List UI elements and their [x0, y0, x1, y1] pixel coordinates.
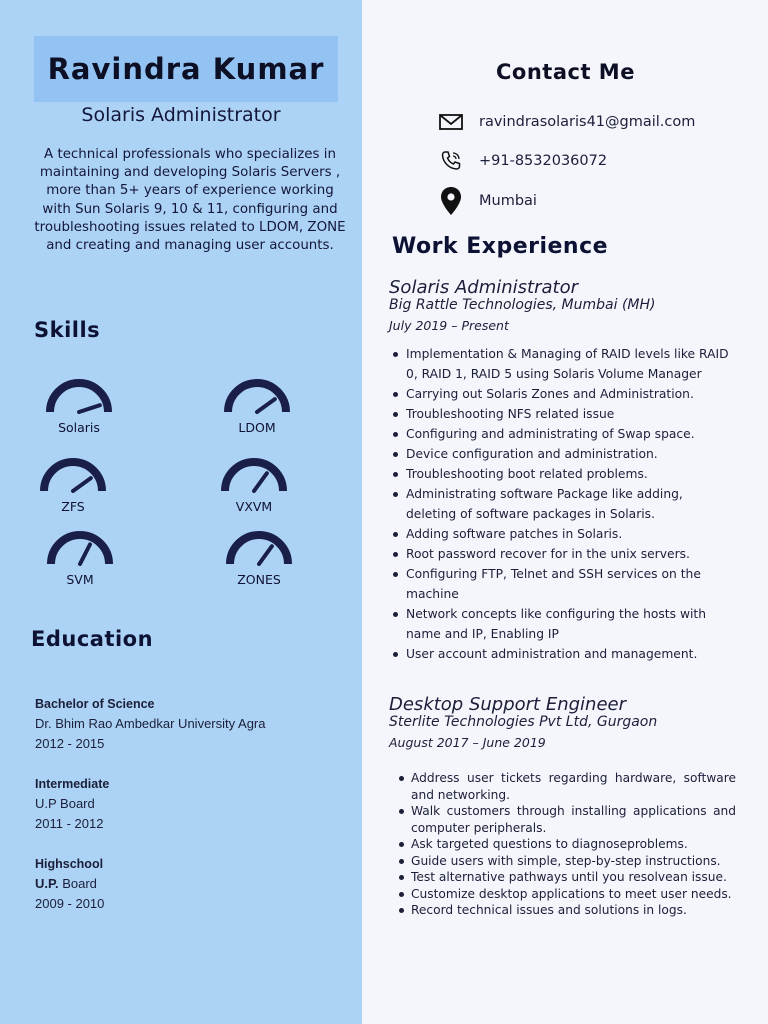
- job-duties-list: [389, 344, 729, 664]
- skill-gauge: [25, 530, 135, 587]
- job-company: Big Rattle Technologies, Mumbai (MH): [389, 297, 656, 313]
- gauge-needle: [254, 473, 267, 491]
- skill-gauge: [202, 378, 312, 435]
- map-pin-icon: [436, 186, 466, 216]
- education-entry: [35, 854, 104, 914]
- education-entry: [35, 774, 109, 834]
- skill-label: Solaris: [58, 420, 100, 435]
- list-item: Guide users with simple, step-by-step instructions.: [395, 853, 736, 870]
- job-company: Sterlite Technologies Pvt Ltd, Gurgaon: [389, 714, 658, 730]
- gauge-arc: [50, 383, 108, 412]
- institution: U.P Board: [35, 796, 95, 811]
- skills-heading: Skills: [34, 318, 101, 342]
- gauge-icon: [42, 378, 116, 414]
- job-dates: August 2017 – June 2019: [389, 735, 546, 750]
- list-item: Troubleshooting boot related problems.: [389, 464, 729, 484]
- job-dates: July 2019 – Present: [389, 318, 509, 333]
- candidate-role: Solaris Administrator: [81, 104, 281, 126]
- skill-gauge: [204, 530, 314, 587]
- years: 2012 - 2015: [35, 736, 105, 751]
- phone-text[interactable]: +91-8532036072: [479, 153, 608, 169]
- contact-email[interactable]: [436, 107, 695, 137]
- job-duties-list: [395, 770, 736, 919]
- gauge-arc: [44, 462, 102, 491]
- list-item: Network concepts like configuring the hosts with name and IP, Enabling IP: [389, 604, 729, 644]
- list-item: Administrating software Package like adding, deleting of software packages in Solaris.: [389, 484, 729, 524]
- gauge-icon: [43, 530, 117, 566]
- contact-heading: Contact Me: [496, 60, 635, 84]
- skill-gauge: [24, 378, 134, 435]
- job-title: Desktop Support Engineer: [389, 694, 626, 715]
- education-entry: [35, 694, 265, 754]
- email-text[interactable]: ravindrasolaris41@gmail.com: [479, 114, 696, 130]
- list-item: Configuring FTP, Telnet and SSH services on the machine: [389, 564, 729, 604]
- name-banner: [34, 36, 338, 102]
- years: 2009 - 2010: [35, 896, 105, 911]
- skill-gauge: [199, 457, 309, 514]
- list-item: Implementation & Managing of RAID levels like RAID 0, RAID 1, RAID 5 using Solaris Volume Manager: [389, 344, 729, 384]
- skill-label: ZFS: [61, 499, 85, 514]
- list-item: Configuring and administrating of Swap space.: [389, 424, 729, 444]
- degree-title: Intermediate: [35, 777, 110, 791]
- institution: Dr. Bhim Rao Ambedkar University Agra: [35, 716, 266, 731]
- skill-label: LDOM: [238, 420, 276, 435]
- job-title: Solaris Administrator: [389, 277, 578, 298]
- list-item: Record technical issues and solutions in logs.: [395, 902, 736, 919]
- list-item: User account administration and management.: [389, 644, 729, 664]
- gauge-icon: [36, 457, 110, 493]
- gauge-needle: [259, 546, 272, 564]
- gauge-icon: [217, 457, 291, 493]
- gauge-arc: [228, 383, 286, 412]
- gauge-needle: [80, 544, 90, 564]
- list-item: Address user tickets regarding hardware, software and networking.: [395, 770, 736, 803]
- gauge-icon: [220, 378, 294, 414]
- education-heading: Education: [31, 627, 154, 651]
- list-item: Customize desktop applications to meet user needs.: [395, 886, 736, 903]
- skill-label: VXVM: [235, 499, 273, 514]
- location-text: Mumbai: [479, 193, 537, 209]
- skill-label: SVM: [66, 572, 94, 587]
- list-item: Test alternative pathways until you resolvean issue.: [395, 869, 736, 886]
- list-item: Device configuration and administration.: [389, 444, 729, 464]
- contact-location: [436, 186, 537, 216]
- list-item: Ask targeted questions to diagnoseproblems.: [395, 836, 736, 853]
- skill-label: ZONES: [237, 572, 281, 587]
- list-item: Walk customers through installing applications and computer peripherals.: [395, 803, 736, 836]
- candidate-name: Ravindra Kumar: [47, 52, 325, 86]
- gauge-arc: [225, 462, 283, 491]
- list-item: Troubleshooting NFS related issue: [389, 404, 729, 424]
- work-heading: Work Experience: [392, 234, 609, 259]
- years: 2011 - 2012: [35, 816, 104, 831]
- envelope-icon: [436, 107, 466, 137]
- gauge-arc: [230, 535, 288, 564]
- institution-bold: U.P.: [35, 876, 59, 891]
- degree-title: Highschool: [35, 857, 104, 871]
- list-item: Carrying out Solaris Zones and Administration.: [389, 384, 729, 404]
- gauge-icon: [222, 530, 296, 566]
- profile-summary: A technical professionals who specializes in maintaining and developing Solaris Servers , more than 5+ years of experience working with Sun Solaris 9, 10 & 11, configuring and troubleshooting issues related to LDOM, ZONE and creating and managing user accounts.: [34, 147, 346, 254]
- institution-rest: Board: [58, 876, 97, 891]
- degree-title: Bachelor of Science: [35, 697, 155, 711]
- phone-icon: [436, 146, 466, 176]
- gauge-needle: [79, 405, 100, 412]
- skill-gauge: [18, 457, 128, 514]
- gauge-needle: [73, 478, 91, 491]
- gauge-needle: [257, 399, 275, 412]
- list-item: Adding software patches in Solaris.: [389, 524, 729, 544]
- institution: [35, 874, 104, 894]
- list-item: Root password recover for in the unix servers.: [389, 544, 729, 564]
- contact-phone[interactable]: [436, 146, 607, 176]
